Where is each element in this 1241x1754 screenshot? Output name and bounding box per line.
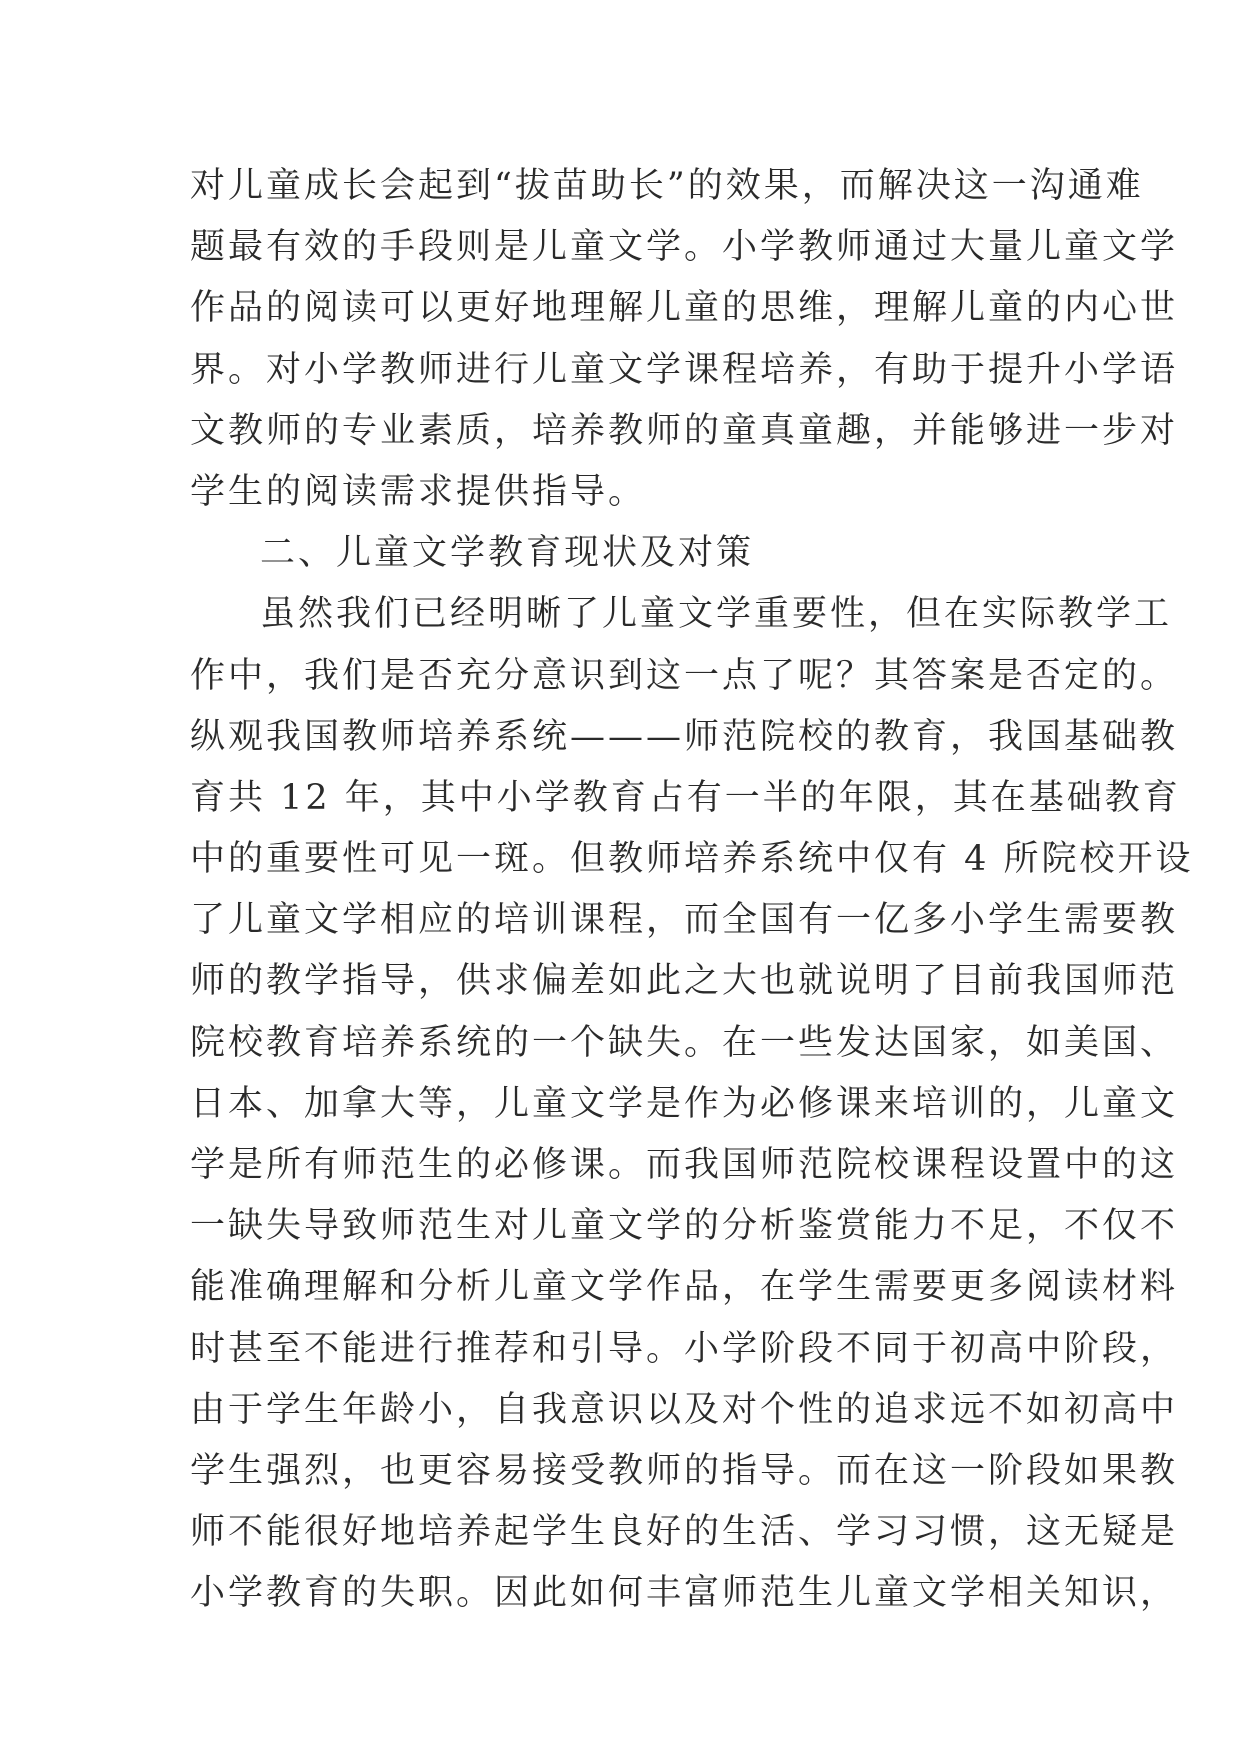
text-line: 小学教育的失职。因此如何丰富师范生儿童文学相关知识， bbox=[190, 1573, 1179, 1614]
text-line: 作品的阅读可以更好地理解儿童的思维，理解儿童的内心世 bbox=[190, 288, 1179, 329]
text-line: 由于学生年龄小，自我意识以及对个性的追求远不如初高中 bbox=[190, 1389, 1179, 1430]
text-line: 师不能很好地培养起学生良好的生活、学习习惯，这无疑是 bbox=[190, 1512, 1179, 1553]
text-line: 育共 12 年，其中小学教育占有一半的年限，其在基础教育 bbox=[190, 777, 1181, 818]
text-line: 学生的阅读需求提供指导。 bbox=[190, 471, 647, 512]
text-line: 中的重要性可见一斑。但教师培养系统中仅有 4 所院校开设 bbox=[190, 839, 1194, 880]
text-line: 纵观我国教师培养系统———师范院校的教育，我国基础教 bbox=[190, 716, 1179, 757]
text-line: 文教师的专业素质，培养教师的童真童趣，并能够进一步对 bbox=[190, 410, 1179, 451]
text-line: 作中，我们是否充分意识到这一点了呢？其答案是否定的。 bbox=[190, 655, 1179, 696]
text-line: 了儿童文学相应的培训课程，而全国有一亿多小学生需要教 bbox=[190, 900, 1179, 941]
text-line: 日本、加拿大等，儿童文学是作为必修课来培训的，儿童文 bbox=[190, 1083, 1179, 1124]
text-line: 题最有效的手段则是儿童文学。小学教师通过大量儿童文学 bbox=[190, 227, 1179, 268]
text-line: 学生强烈，也更容易接受教师的指导。而在这一阶段如果教 bbox=[190, 1450, 1179, 1491]
text-line: 院校教育培养系统的一个缺失。在一些发达国家，如美国、 bbox=[190, 1022, 1179, 1063]
text-line: 时甚至不能进行推荐和引导。小学阶段不同于初高中阶段， bbox=[190, 1328, 1179, 1369]
text-line: 界。对小学教师进行儿童文学课程培养，有助于提升小学语 bbox=[190, 349, 1179, 390]
text-line: 虽然我们已经明晰了儿童文学重要性，但在实际教学工 bbox=[260, 594, 1173, 635]
body-text bbox=[190, 156, 1194, 1625]
text-line: 学是所有师范生的必修课。而我国师范院校课程设置中的这 bbox=[190, 1145, 1179, 1185]
section-heading: 二、儿童文学教育现状及对策 bbox=[260, 533, 755, 574]
text-line: 一缺失导致师范生对儿童文学的分析鉴赏能力不足，不仅不 bbox=[190, 1206, 1179, 1247]
text-line: 对儿童成长会起到“拔苗助长”的效果，而解决这一沟通难 bbox=[190, 166, 1144, 206]
text-line: 能准确理解和分析儿童文学作品，在学生需要更多阅读材料 bbox=[190, 1267, 1179, 1308]
text-line: 师的教学指导，供求偏差如此之大也就说明了目前我国师范 bbox=[190, 961, 1179, 1002]
